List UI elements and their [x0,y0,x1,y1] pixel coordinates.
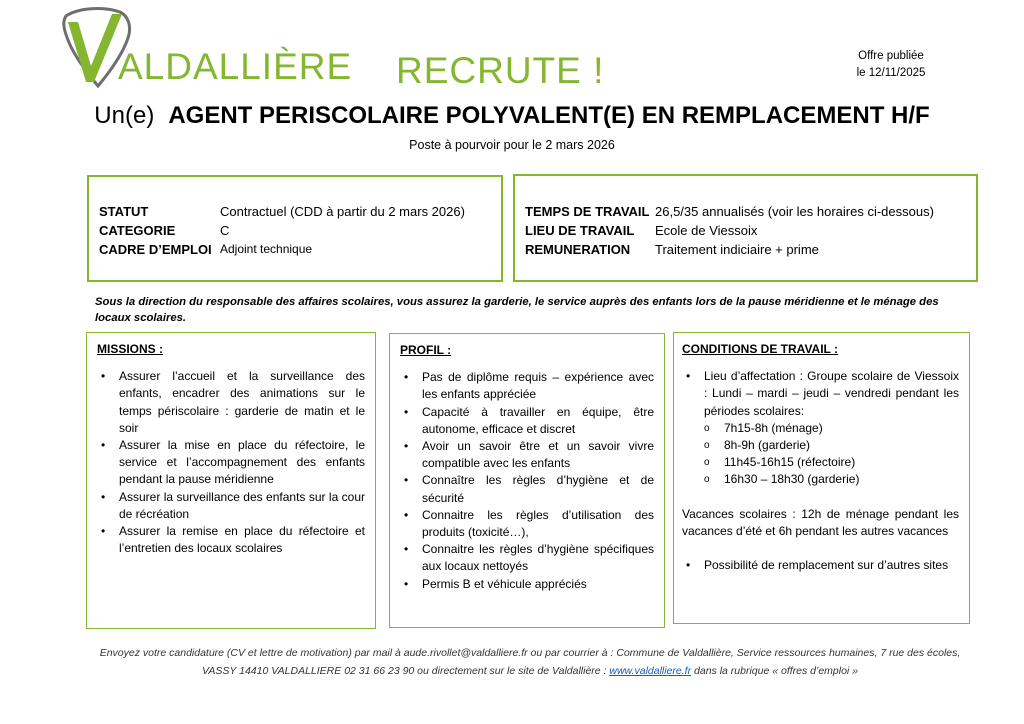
list-item: • Assurer la mise en place du réfectoire, le service et l’accompagnement des enfants pendant la pause méridienne [97,437,365,489]
title-prefix: Un(e) [94,102,155,129]
conditions-column [673,332,970,624]
published-date: le 12/11/2025 [856,67,926,79]
brand-name: ALDALLIÈRE [118,46,353,87]
list-item: • Capacité à travailler en équipe, être autonome, efficace et discret [400,404,654,438]
info-row-categorie [99,221,499,240]
info-value: C [220,223,230,238]
info-value: Contractuel (CDD à partir du 2 mars 2026) [220,204,465,219]
horaire-item: o 11h45-16h15 (réfectoire) [682,454,959,471]
website-link[interactable]: www.valdalliere.fr [609,665,692,677]
job-subtitle: Poste à pourvoir pour le 2 mars 2026 [409,138,615,152]
info-key: REMUNERATION [525,242,631,257]
profil-list [400,369,654,593]
horaires-list [682,420,959,489]
info-value: Ecole de Viessoix [655,223,758,238]
horaire-item: o 16h30 – 18h30 (garderie) [682,471,959,488]
list-item: • Assurer la remise en place du réfectoire et l’entretien des locaux scolaires [97,523,365,557]
conditions-list [682,368,959,420]
info-box-left [87,175,503,282]
remplacement-list [682,557,959,574]
info-row-temps [525,202,975,221]
list-item: • Connaitre les règles d’utilisation des produits (toxicité…), [400,507,654,541]
info-value: Traitement indiciaire + prime [655,242,819,257]
list-item: • Connaitre les règles d’hygiène spécifiques aux locaux nettoyés [400,541,654,575]
info-value: Adjoint technique [220,242,313,256]
list-item: • Avoir un savoir être et un savoir vivre compatible avec les enfants [400,438,654,472]
info-row-cadre [99,240,499,259]
list-item: • Assurer l’accueil et la surveillance des enfants, encadrer des animations sur le temps périscolaire : garderie de matin et le soir [97,368,365,437]
recrute-heading: RECRUTE ! [396,50,605,91]
profil-column [389,333,665,628]
info-key: CATEGORIE [99,223,176,238]
info-row-remuneration [525,240,975,259]
vacances-text: Vacances scolaires : 12h de ménage pendant les vacances d’été et 6h pendant les autres vacances [682,506,959,538]
info-row-lieu [525,221,975,240]
title-main: AGENT PERISCOLAIRE POLYVALENT(E) EN REMPLACEMENT H/F [168,102,930,129]
lieu-affectation [682,368,959,420]
missions-column [86,332,376,629]
publication-info [826,48,956,82]
missions-list [97,368,365,557]
list-item: • Assurer la surveillance des enfants sur la cour de récréation [97,489,365,523]
info-value: 26,5/35 annualisés (voir les horaires ci-dessous) [655,204,934,219]
remplacement-item: • Possibilité de remplacement sur d’autres sites [682,557,959,574]
horaire-item: o 8h-9h (garderie) [682,437,959,454]
list-item: • Permis B et véhicule appréciés [400,576,654,593]
published-label: Offre publiée [858,50,924,62]
intro-text: Sous la direction du responsable des affaires scolaires, vous assurez la garderie, le service auprès des enfants lors de la pause méridienne et le ménage des locaux scolaires. [95,296,939,324]
info-key: STATUT [99,204,149,219]
info-box-right [513,174,978,282]
conditions-heading: CONDITIONS DE TRAVAIL : [682,342,838,356]
list-item: • Connaître les règles d’hygiène et de sécurité [400,472,654,506]
job-title [0,102,1024,130]
missions-heading: MISSIONS : [97,342,164,356]
footer-text-after: dans la rubrique « offres d’emploi » [691,665,859,677]
footer-text: Envoyez votre candidature (CV et lettre de motivation) par mail à aude.rivollet@valdalliere.fr ou par courrier à : Commune de Valdallière, Service ressources humaines, 7 rue des écoles, VASSY 14410 VALDALLIERE 02 31 66 23 90 ou directement sur le site de Valdallière : [99,647,961,677]
info-key: LIEU DE TRAVAIL [525,223,635,238]
info-key: CADRE D’EMPLOI [99,242,212,257]
info-row-statut [99,202,499,221]
footer-contact [95,644,965,680]
list-item: • Pas de diplôme requis – expérience avec les enfants appréciée [400,369,654,403]
profil-heading: PROFIL : [400,343,452,357]
horaire-item: o 7h15-8h (ménage) [682,420,959,437]
lieu-text: Lieu d’affectation : Groupe scolaire de Viessoix : Lundi – mardi – jeudi – vendredi pendant les périodes scolaires: [704,369,959,418]
info-key: TEMPS DE TRAVAIL [525,204,650,219]
